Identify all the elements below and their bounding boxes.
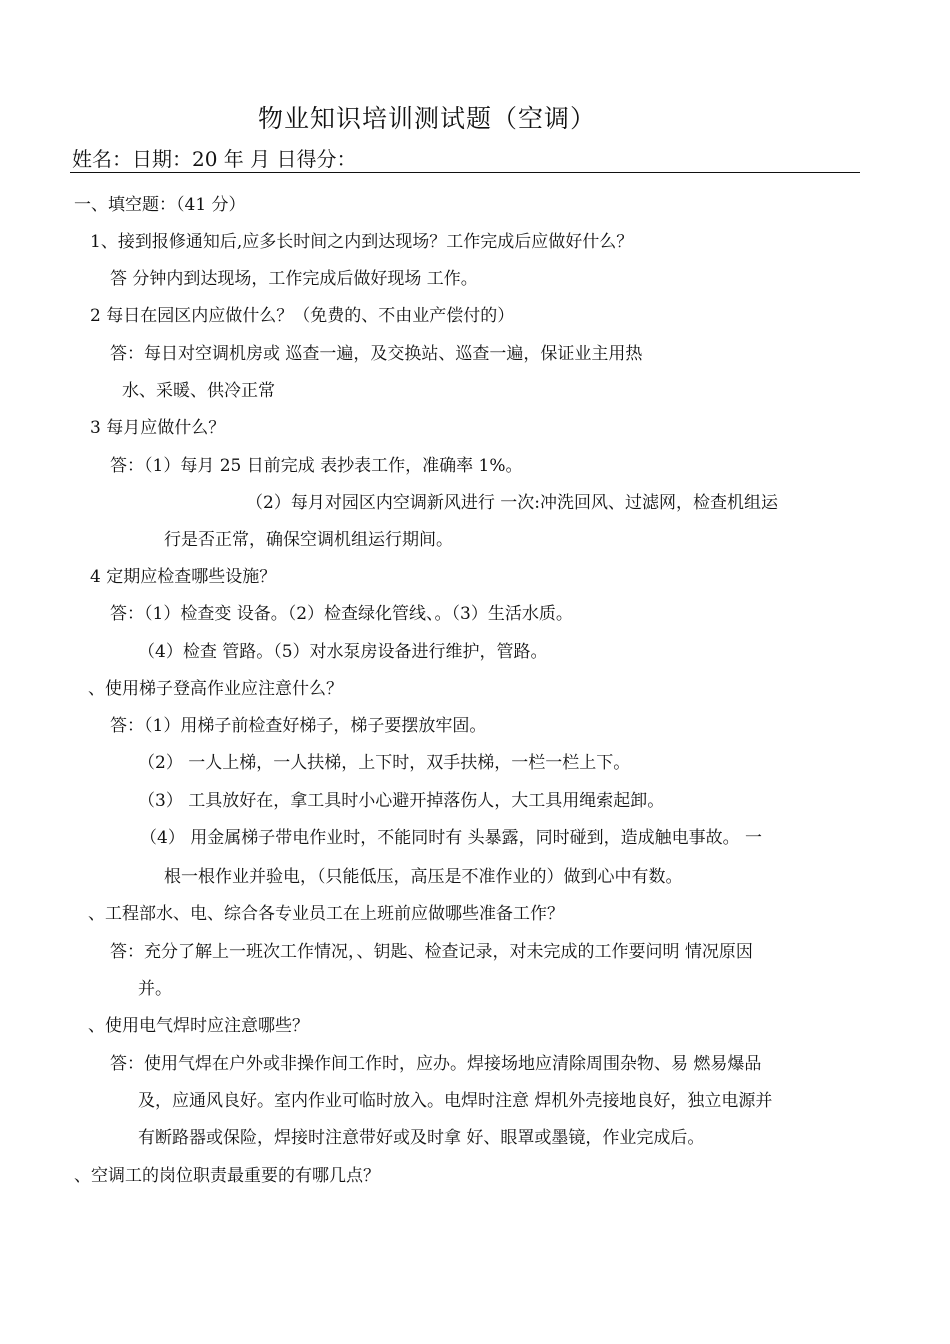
answer-5-line-5: 根一根作业并验电，（只能低压，高压是不准作业的）做到心中有数。: [164, 867, 683, 887]
question-6: 、工程部水、电、综合各专业员工在上班前应做哪些准备工作？: [88, 904, 564, 924]
answer-3-line-1: 答：（1）每月 25 日前完成 表抄表工作，准确率 1%。: [110, 456, 523, 476]
name-date-score-line: 姓名：日期：20 年 月 日得分：: [72, 147, 357, 171]
question-8: 、空调工的岗位职责最重要的有哪几点？: [74, 1166, 380, 1186]
question-3: 3 每月应做什么？: [90, 418, 226, 438]
answer-6-line-1: 答：充分了解上一班次工作情况，、钥匙、检查记录，对未完成的工作要问明 情况原因: [110, 942, 753, 962]
answer-3-line-2: （2）每月对园区内空调新风进行 一次:冲洗回风、过滤网，检查机组运: [246, 493, 778, 513]
answer-2-line-2: 水、采暖、供冷正常: [122, 381, 275, 401]
question-2: 2 每日在园区内应做什么？（免费的、不由业产偿付的）: [90, 306, 515, 326]
answer-7-line-2: 及，应通风良好。室内作业可临时放入。电焊时注意 焊机外壳接地良好，独立电源并: [138, 1091, 773, 1111]
answer-6-line-2: 并。: [138, 979, 172, 999]
section-heading: 一、填空题：（41 分）: [74, 195, 246, 215]
question-5: 、使用梯子登高作业应注意什么？: [88, 679, 343, 699]
header-underline: [70, 172, 860, 173]
answer-3-line-3: 行是否正常，确保空调机组运行期间。: [164, 530, 453, 550]
question-1: 1、接到报修通知后,应多长时间之内到达现场？工作完成后应做好什么？: [90, 232, 634, 252]
answer-5-line-4: （4） 用金属梯子带电作业时，不能同时有 头暴露，同时碰到，造成触电事故。 一: [140, 828, 763, 848]
question-7: 、使用电气焊时应注意哪些？: [88, 1016, 309, 1036]
question-4: 4 定期应检查哪些设施？: [90, 567, 277, 587]
answer-7-line-3: 有断路器或保险，焊接时注意带好或及时拿 好、眼罩或墨镜，作业完成后。: [138, 1128, 705, 1148]
answer-5-line-2: （2） 一人上梯，一人扶梯，上下时，双手扶梯，一栏一栏上下。: [138, 753, 631, 773]
answer-5-line-3: （3） 工具放好在，拿工具时小心避开掉落伤人，大工具用绳索起卸。: [138, 791, 665, 811]
page-title: 物业知识培训测试题（空调）: [258, 104, 597, 133]
answer-7-line-1: 答：使用气焊在户外或非操作间工作时，应办。焊接场地应清除周围杂物、易 燃易爆品: [110, 1054, 762, 1074]
answer-5-line-1: 答：（1）用梯子前检查好梯子，梯子要摆放牢固。: [110, 716, 487, 736]
answer-4-line-2: （4）检查 管路。（5）对水泵房设备进行维护，管路。: [138, 642, 548, 662]
answer-4-line-1: 答：（1）检查变 设备。（2）检查绿化管线、。（3）生活水质。: [110, 604, 573, 624]
answer-1: 答 分钟内到达现场，工作完成后做好现场 工作。: [110, 269, 478, 289]
answer-2-line-1: 答：每日对空调机房或 巡查一遍，及交换站、巡查一遍，保证业主用热: [110, 344, 643, 364]
